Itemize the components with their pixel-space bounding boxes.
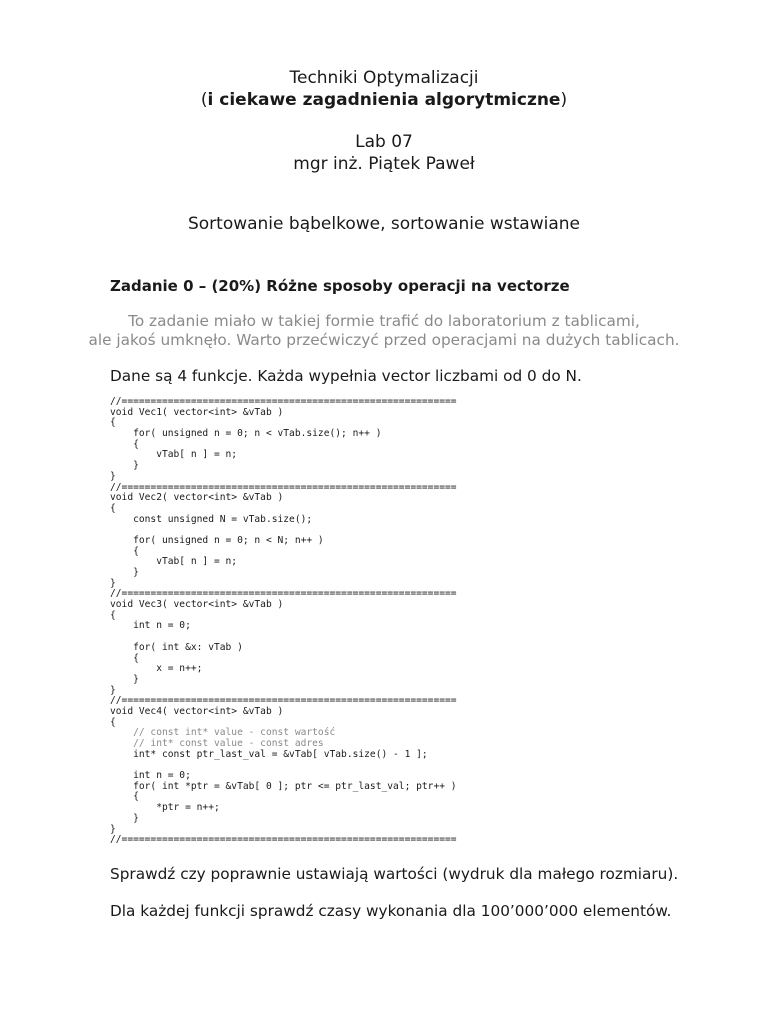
code-line: { [110,609,116,621]
subtitle-close-paren: ) [560,90,568,110]
task-heading: Zadanie 0 – (20%) Różne sposoby operacji na vectorze [110,277,570,295]
subtitle-bold-text: i ciekawe zagadnienia algorytmiczne [207,90,561,110]
document-title: Techniki Optymalizacji [289,68,479,88]
code-line: { [110,652,139,664]
code-line: } [110,684,116,696]
code-line: x = n++; [110,663,203,675]
code-line: { [110,502,116,514]
code-line: int n = 0; [110,620,191,632]
code-line: *ptr = n++; [110,802,220,814]
code-line: //========================================================== [110,695,457,707]
code-line: //========================================================== [110,481,457,493]
code-line: { [110,791,139,803]
code-line: // const int* value - const wartość [110,727,336,739]
code-line: } [110,470,116,482]
code-line: { [110,716,116,728]
code-line: //========================================================== [110,396,457,407]
code-line: for( unsigned n = 0; n < N; n++ ) [110,534,324,546]
code-line: //========================================================== [110,588,457,600]
lab-topic: Sortowanie bąbelkowe, sortowanie wstawiane [187,214,581,234]
subtitle-open-paren: ( [200,90,208,110]
task-check-instruction: Sprawdź czy poprawnie ustawiają wartości (wydruk dla małego rozmiaru). [110,865,679,883]
code-line: } [110,460,139,472]
code-line: } [110,812,139,824]
author-name: mgr inż. Piątek Paweł [293,154,475,174]
code-line: for( unsigned n = 0; n < vTab.size(); n++ ) [110,428,382,440]
code-line: { [110,417,116,429]
code-line: void Vec2( vector<int> &vTab ) [110,492,284,504]
code-line: int* const ptr_last_val = &vTab[ vTab.size() - 1 ]; [110,748,428,760]
code-line: vTab[ n ] = n; [110,556,238,568]
lab-number: Lab 07 [355,132,413,152]
code-line: for( int *ptr = &vTab[ 0 ]; ptr <= ptr_last_val; ptr++ ) [110,780,457,792]
code-listing [110,397,457,846]
code-line: } [110,823,116,835]
code-line: for( int &x: vTab ) [110,641,243,653]
task-intro: Dane są 4 funkcje. Każda wypełnia vector liczbami od 0 do N. [110,367,582,385]
code-line: vTab[ n ] = n; [110,449,238,461]
code-line: //========================================================== [110,834,457,846]
code-line: { [110,438,139,450]
code-line: } [110,577,116,589]
code-line: void Vec3( vector<int> &vTab ) [110,599,284,611]
code-line: // int* const value - const adres [110,738,324,749]
code-line: const unsigned N = vTab.size(); [110,513,313,525]
code-line: int n = 0; [110,770,191,782]
code-line: void Vec1( vector<int> &vTab ) [110,406,284,418]
task-timing-instruction: Dla każdej funkcji sprawdź czasy wykonania dla 100’000’000 elementów. [110,902,672,920]
code-line: { [110,545,139,557]
document-subtitle [0,89,768,111]
code-line: void Vec4( vector<int> &vTab ) [110,705,284,717]
code-line: } [110,673,139,685]
code-line: } [110,567,139,578]
task-note-line-2: ale jakoś umknęło. Warto przećwiczyć przed operacjami na dużych tablicach. [88,331,680,349]
task-note-line-1: To zadanie miało w takiej formie trafić do laboratorium z tablicami, [128,312,640,330]
